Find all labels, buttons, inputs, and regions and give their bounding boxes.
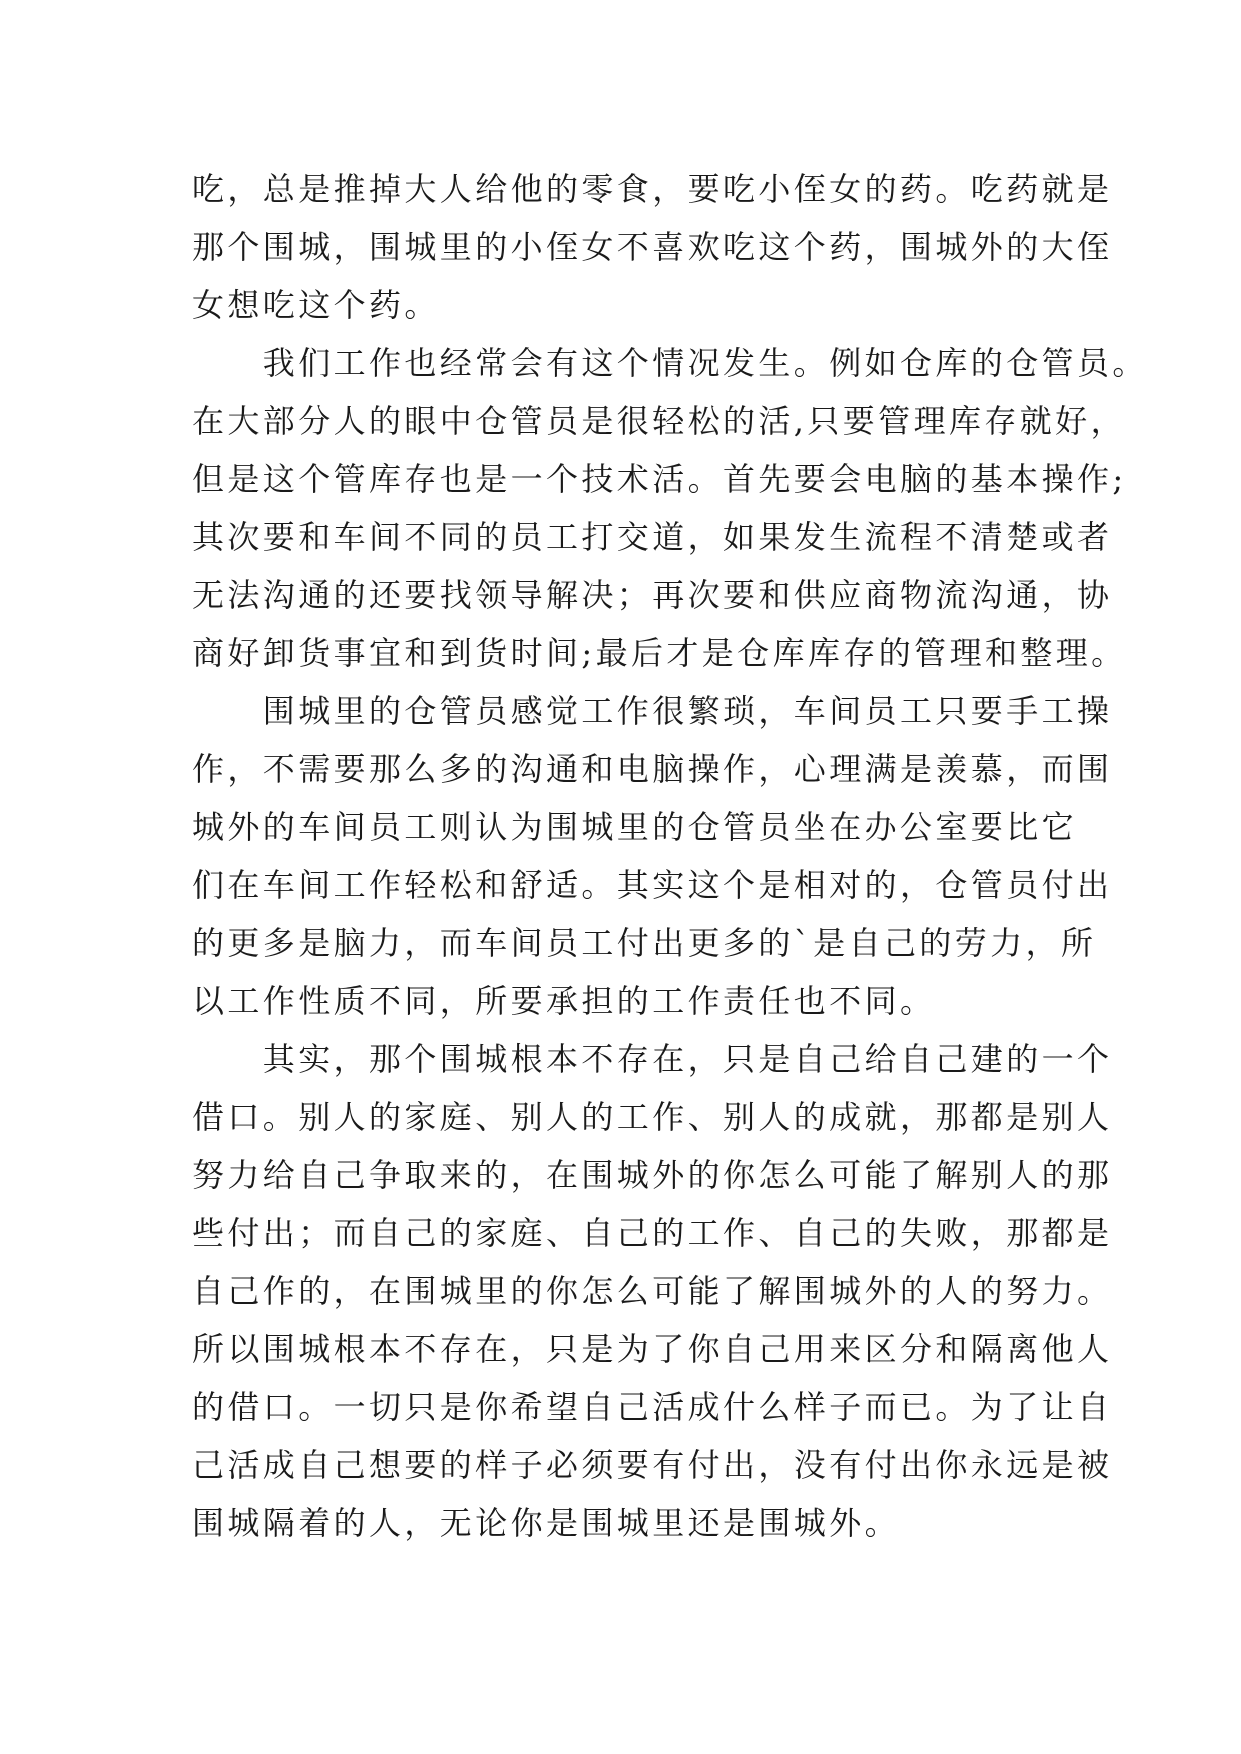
text-line: 以工作性质不同，所要承担的工作责任也不同。 (192, 982, 936, 1020)
text-line: 但是这个管库存也是一个技术活。首先要会电脑的基本操作; (192, 460, 1127, 498)
text-line: 女想吃这个药。 (192, 286, 440, 324)
text-line: 城外的车间员工则认为围城里的仓管员坐在办公室要比它 (192, 808, 1078, 846)
text-line: 在大部分人的眼中仓管员是很轻松的活,只要管理库存就好， (192, 402, 1126, 440)
text-line: 其次要和车间不同的员工打交道，如果发生流程不清楚或者 (192, 518, 1113, 556)
text-line: 其实，那个围城根本不存在，只是自己给自己建的一个 (192, 1040, 1113, 1078)
text-line: 的更多是脑力，而车间员工付出更多的`是自己的劳力，所 (192, 924, 1097, 962)
body-text (192, 160, 1148, 1552)
text-line: 围城隔着的人，无论你是围城里还是围城外。 (192, 1504, 901, 1542)
text-line: 无法沟通的还要找领导解决；再次要和供应商物流沟通，协 (192, 576, 1113, 614)
text-line: 们在车间工作轻松和舒适。其实这个是相对的，仓管员付出 (192, 866, 1113, 904)
text-line: 努力给自己争取来的，在围城外的你怎么可能了解别人的那 (192, 1156, 1113, 1194)
text-line: 自己作的，在围城里的你怎么可能了解围城外的人的努力。 (192, 1272, 1113, 1310)
text-line: 所以围城根本不存在，只是为了你自己用来区分和隔离他人 (192, 1330, 1113, 1368)
text-line: 围城里的仓管员感觉工作很繁琐，车间员工只要手工操 (192, 692, 1113, 730)
text-line: 的借口。一切只是你希望自己活成什么样子而已。为了让自 (192, 1388, 1113, 1426)
text-line: 商好卸货事宜和到货时间;最后才是仓库库存的管理和整理。 (192, 634, 1127, 672)
text-line: 作，不需要那么多的沟通和电脑操作，心理满是羡慕，而围 (192, 750, 1113, 788)
text-line: 借口。别人的家庭、别人的工作、别人的成就，那都是别人 (192, 1098, 1113, 1136)
text-line: 些付出；而自己的家庭、自己的工作、自己的失败，那都是 (192, 1214, 1113, 1252)
text-line: 己活成自己想要的样子必须要有付出，没有付出你永远是被 (192, 1446, 1113, 1484)
text-line: 我们工作也经常会有这个情况发生。例如仓库的仓管员。 (192, 344, 1148, 382)
text-line: 那个围城，围城里的小侄女不喜欢吃这个药，围城外的大侄 (192, 228, 1113, 266)
text-line: 吃，总是推掉大人给他的零食，要吃小侄女的药。吃药就是 (192, 170, 1113, 208)
